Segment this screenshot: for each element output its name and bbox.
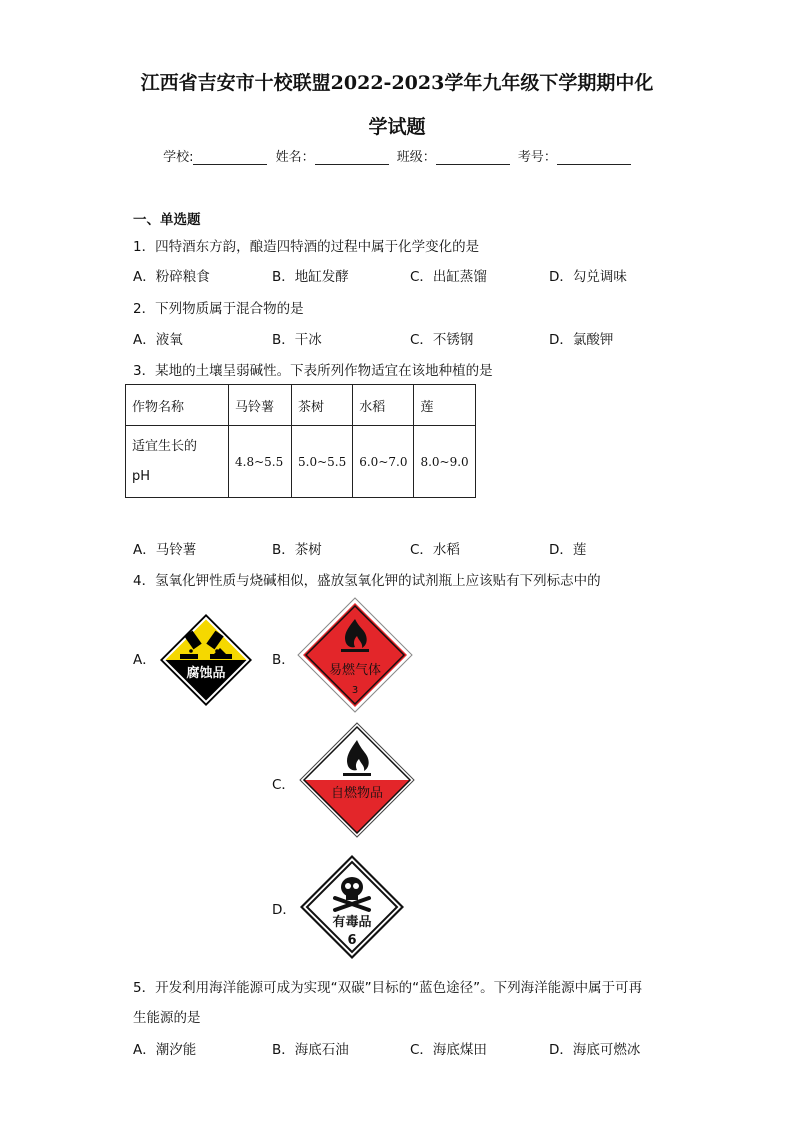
table-cell: 茶树 [292, 385, 353, 426]
q5-option-b[interactable]: B．海底石油 [272, 1042, 349, 1058]
page-title-line2: 学试题 [368, 116, 426, 138]
q5-option-d[interactable]: D．海底可燃冰 [549, 1042, 641, 1058]
q4-option-d-letter[interactable]: D． [272, 902, 296, 918]
name-label: 姓名： [275, 150, 315, 165]
q4-option-b-letter[interactable]: B． [272, 652, 295, 668]
q2-option-b[interactable]: B．干冰 [272, 332, 322, 348]
sign-d-class: 6 [347, 933, 357, 948]
q5-stem-line1: 5．开发利用海洋能源可成为实现“双碳”目标的“蓝色途径”。下列海洋能源中属于可再 [133, 980, 643, 996]
q2-option-c[interactable]: C．不锈钢 [410, 332, 474, 348]
sign-b-text: 易燃气体 [328, 663, 382, 678]
toxic-sign-icon[interactable] [299, 854, 405, 960]
student-info-fields [0, 146, 794, 165]
table-cell: 5.0~5.5 [292, 426, 353, 498]
school-blank[interactable] [193, 151, 267, 165]
q4-stem: 4．氢氧化钾性质与烧碱相似，盛放氢氧化钾的试剂瓶上应该贴有下列标志中的 [133, 573, 601, 589]
table-cell: 4.8~5.5 [229, 426, 292, 498]
q4-option-c-letter[interactable]: C． [272, 777, 295, 793]
table-cell [126, 426, 229, 498]
table-cell: 8.0~9.0 [414, 426, 475, 498]
sign-c-text: 自燃物品 [330, 786, 384, 801]
table-cell: 6.0~7.0 [353, 426, 414, 498]
corrosive-sign-icon[interactable] [158, 612, 254, 708]
q3-stem: 3．某地的土壤呈弱碱性。下表所列作物适宜在该地种植的是 [133, 363, 493, 379]
school-label: 学校: [163, 150, 194, 165]
page-title-line1: 江西省吉安市十校联盟2022-2023学年九年级下学期期中化 [140, 72, 654, 94]
sign-a-text: 腐蚀品 [186, 666, 226, 681]
q1-option-c[interactable]: C．出缸蒸馏 [410, 269, 487, 285]
table-cell: 莲 [414, 385, 475, 426]
table-cell: 水稻 [353, 385, 414, 426]
q2-stem: 2．下列物质属于混合物的是 [133, 301, 304, 317]
section-heading: 一、单选题 [133, 212, 201, 228]
table-row [126, 426, 476, 498]
exam-number-label: 考号： [517, 150, 557, 165]
table-cell: 作物名称 [126, 385, 229, 426]
flammable-gas-sign-graphic [297, 597, 413, 713]
q1-option-d[interactable]: D．勾兑调味 [549, 269, 627, 285]
q3-option-c[interactable]: C．水稻 [410, 542, 460, 558]
table-cell: 马铃薯 [229, 385, 292, 426]
q2-option-a[interactable]: A．液氧 [133, 332, 183, 348]
spontaneous-combustion-sign-graphic [299, 722, 415, 838]
corrosive-sign-graphic [158, 612, 254, 708]
q5-option-a[interactable]: A．潮汐能 [133, 1042, 197, 1058]
name-blank[interactable] [315, 151, 389, 165]
q4-option-a-letter[interactable]: A． [133, 652, 156, 668]
q2-option-d[interactable]: D．氯酸钾 [549, 332, 614, 348]
q1-stem: 1．四特酒东方韵，酿造四特酒的过程中属于化学变化的是 [133, 239, 480, 255]
q1-option-a[interactable]: A．粉碎粮食 [133, 269, 210, 285]
q3-option-a[interactable]: A．马铃薯 [133, 542, 197, 558]
q3-option-d[interactable]: D．莲 [549, 542, 587, 558]
q1-option-b[interactable]: B．地缸发酵 [272, 269, 349, 285]
flammable-gas-sign-icon[interactable] [297, 597, 413, 713]
sign-d-text: 有毒品 [332, 915, 372, 930]
spontaneous-combustion-sign-icon[interactable] [299, 722, 415, 838]
q3-option-b[interactable]: B．茶树 [272, 542, 322, 558]
ph-label-line1: 适宜生长的 [132, 438, 198, 454]
class-label: 班级： [396, 150, 436, 165]
exam-number-blank[interactable] [557, 151, 631, 165]
crop-ph-table [125, 384, 476, 498]
q5-option-c[interactable]: C．海底煤田 [410, 1042, 487, 1058]
q5-stem-line2: 生能源的是 [133, 1010, 201, 1026]
class-blank[interactable] [436, 151, 510, 165]
table-row [126, 385, 476, 426]
toxic-sign-graphic [299, 854, 405, 960]
ph-label-line2: pH [132, 468, 151, 484]
sign-b-class: 3 [351, 685, 359, 696]
